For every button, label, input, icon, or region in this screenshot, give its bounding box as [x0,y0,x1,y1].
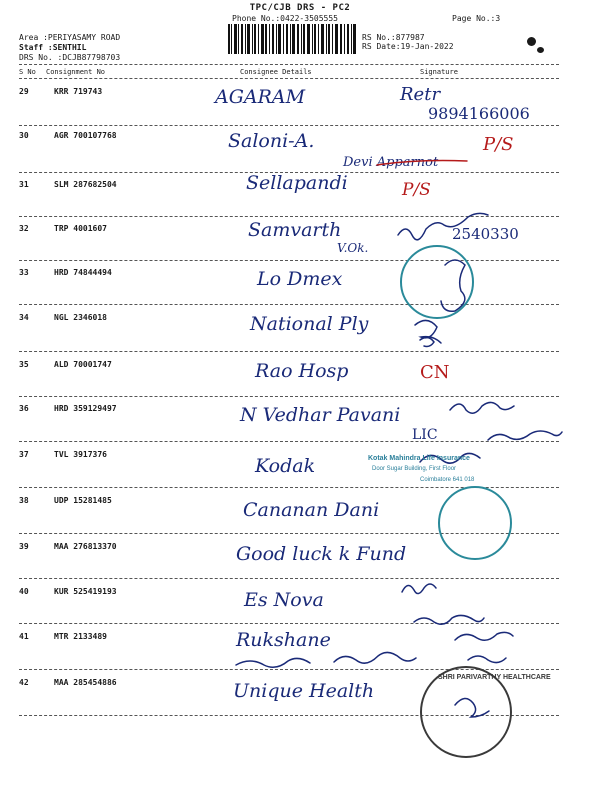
round-seal-stamp [400,245,474,319]
consignee-name-handwritten: Unique Health [233,680,375,702]
row-consignment: TVL 3917376 [54,450,107,459]
consignee-name-handwritten: Good luck k Fund [236,543,407,565]
kotak-stamp-line: Kotak Mahindra Life Insurance [368,455,470,462]
col-consignee: Consignee Details [240,68,312,76]
ps-mark: P/S [483,134,514,155]
row-sno: 30 [19,131,29,140]
kotak-stamp-line: Coimbatore 641 018 [420,477,475,483]
page-number: Page No.:3 [452,14,501,23]
consignee-name-handwritten: AGARAM [215,86,306,108]
phone-number: Phone No.:0422-3505555 [232,14,338,23]
row-consignment: NGL 2346018 [54,313,107,322]
row-sno: 41 [19,632,29,641]
row-consignment: UDP 15281485 [54,496,112,505]
signature-handwritten: Retr [400,84,441,105]
row-consignment: MTR 2133489 [54,632,107,641]
row-consignment: AGR 700107768 [54,131,117,140]
col-consignment: Consignment No [46,68,106,76]
kotak-stamp-line: Door Sugar Building, First Floor [372,466,457,472]
consignee-name-handwritten: Lo Dmex [257,268,343,290]
consignee-name-handwritten: N Vedhar Pavani [240,404,401,426]
drs-number: DRS No. :DCJB87798703 [19,53,121,62]
row-sno: 29 [19,87,29,96]
row-sno: 33 [19,268,29,277]
row-sno: 38 [19,496,29,505]
consignee-name-handwritten: Sellapandi [246,172,348,194]
row-consignment: ALD 70001747 [54,360,112,369]
healthcare-stamp-text: SHRI PARIVARTHY HEALTHCARE [438,674,551,681]
area-label: Area :PERIYASAMY ROAD [19,33,121,42]
phone-handwritten: 9894166006 [428,104,530,123]
row-sno: 37 [19,450,29,459]
row-consignment: HRD 74844494 [54,268,112,277]
note-handwritten: V.Ok. [337,241,369,255]
rs-date: RS Date:19-Jan-2022 [362,42,454,51]
row-consignment: MAA 285454886 [54,678,117,687]
row-sno: 36 [19,404,29,413]
row-sno: 34 [19,313,29,322]
row-consignment: KUR 525419193 [54,587,117,596]
row-consignment: KRR 719743 [54,87,103,96]
row-sno: 32 [19,224,29,233]
ps-mark: P/S [402,180,431,200]
row-consignment: MAA 276813370 [54,542,117,551]
consignee-name-handwritten: Rukshane [236,629,331,651]
row-consignment: HRD 359129497 [54,404,117,413]
row-consignment: SLM 287682504 [54,180,117,189]
number-handwritten: 2540330 [452,225,519,243]
address-handwritten: Devi Apparnot [343,155,439,170]
staff-label: Staff :SENTHIL [19,43,87,52]
cn-mark: CN [420,362,450,383]
col-signature: Signature [420,68,458,76]
consignee-name-handwritten: Rao Hosp [255,360,349,382]
consignee-name-handwritten: Es Nova [244,589,324,611]
consignee-name-handwritten: Samvarth [248,219,342,241]
consignee-name-handwritten: Cananan Dani [243,499,380,521]
consignee-name-handwritten: Kodak [255,455,316,477]
row-sno: 40 [19,587,29,596]
consignee-name-handwritten: Saloni-A. [228,130,315,152]
row-consignment: TRP 4001607 [54,224,107,233]
row-sno: 42 [19,678,29,687]
row-sno: 39 [19,542,29,551]
sheet-title: TPC/CJB DRS - PC2 [249,3,351,13]
row-sno: 31 [19,180,29,189]
rs-number: RS No.:877987 [362,33,425,42]
col-sno: S No [19,68,36,76]
round-seal-stamp [438,486,512,560]
consignee-name-handwritten: National Ply [250,313,369,335]
row-sno: 35 [19,360,29,369]
lic-handwritten: LIC [412,427,438,443]
